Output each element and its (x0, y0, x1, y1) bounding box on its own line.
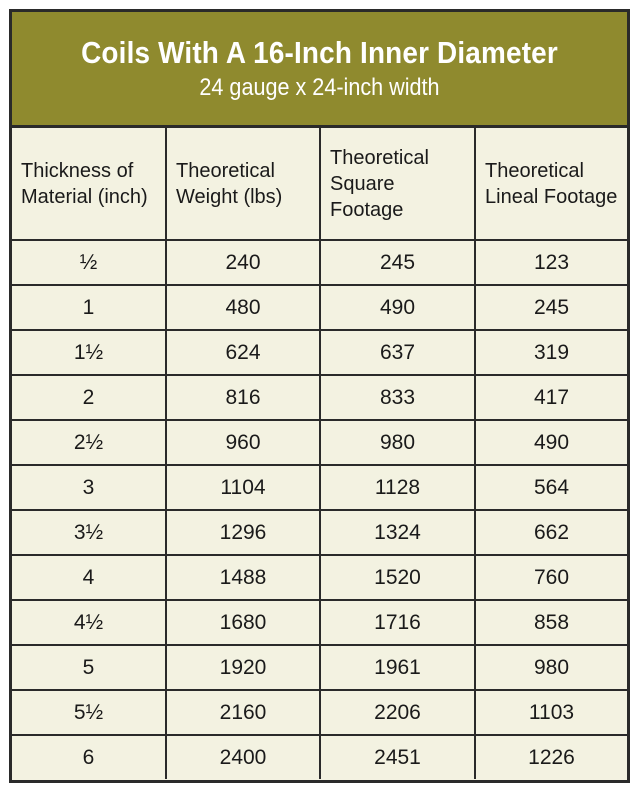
column-header-lineal-footage: Theoretical Lineal Footage (475, 128, 627, 240)
table-row (12, 555, 627, 600)
weight-cell: 960 (166, 420, 320, 465)
square-footage-cell: 980 (320, 420, 475, 465)
lineal-footage-cell: 319 (475, 330, 627, 375)
table-row (12, 465, 627, 510)
table-title: Coils With A 16-Inch Inner Diameter (81, 35, 558, 70)
table-row (12, 690, 627, 735)
thickness-cell: ½ (12, 240, 166, 285)
square-footage-cell: 1716 (320, 600, 475, 645)
lineal-footage-cell: 417 (475, 375, 627, 420)
table-row (12, 240, 627, 285)
weight-cell: 816 (166, 375, 320, 420)
table-header (12, 12, 627, 128)
weight-cell: 2400 (166, 735, 320, 779)
table-row (12, 510, 627, 555)
thickness-cell: 5 (12, 645, 166, 690)
lineal-footage-cell: 245 (475, 285, 627, 330)
thickness-cell: 3 (12, 465, 166, 510)
square-footage-cell: 2451 (320, 735, 475, 779)
thickness-cell: 1 (12, 285, 166, 330)
lineal-footage-cell: 980 (475, 645, 627, 690)
lineal-footage-cell: 1103 (475, 690, 627, 735)
lineal-footage-cell: 123 (475, 240, 627, 285)
thickness-cell: 5½ (12, 690, 166, 735)
square-footage-cell: 1324 (320, 510, 475, 555)
square-footage-cell: 1520 (320, 555, 475, 600)
column-header-square-footage: Theoretical Square Footage (320, 128, 475, 240)
table-row (12, 735, 627, 779)
coil-data-table (12, 128, 627, 779)
weight-cell: 240 (166, 240, 320, 285)
column-header-thickness: Thickness of Material (inch) (12, 128, 166, 240)
table-row (12, 600, 627, 645)
lineal-footage-cell: 564 (475, 465, 627, 510)
thickness-cell: 1½ (12, 330, 166, 375)
table-row (12, 375, 627, 420)
square-footage-cell: 637 (320, 330, 475, 375)
square-footage-cell: 490 (320, 285, 475, 330)
square-footage-cell: 2206 (320, 690, 475, 735)
table-row (12, 645, 627, 690)
weight-cell: 1680 (166, 600, 320, 645)
table-row (12, 285, 627, 330)
thickness-cell: 2½ (12, 420, 166, 465)
square-footage-cell: 245 (320, 240, 475, 285)
square-footage-cell: 1128 (320, 465, 475, 510)
weight-cell: 1104 (166, 465, 320, 510)
weight-cell: 1488 (166, 555, 320, 600)
column-header-weight: Theoretical Weight (lbs) (166, 128, 320, 240)
column-header-row (12, 128, 627, 240)
lineal-footage-cell: 662 (475, 510, 627, 555)
weight-cell: 624 (166, 330, 320, 375)
lineal-footage-cell: 1226 (475, 735, 627, 779)
table-row (12, 330, 627, 375)
table-row (12, 420, 627, 465)
square-footage-cell: 833 (320, 375, 475, 420)
weight-cell: 1920 (166, 645, 320, 690)
lineal-footage-cell: 858 (475, 600, 627, 645)
weight-cell: 1296 (166, 510, 320, 555)
thickness-cell: 2 (12, 375, 166, 420)
thickness-cell: 6 (12, 735, 166, 779)
table-subtitle: 24 gauge x 24-inch width (199, 74, 440, 101)
lineal-footage-cell: 760 (475, 555, 627, 600)
weight-cell: 480 (166, 285, 320, 330)
thickness-cell: 4½ (12, 600, 166, 645)
coil-table-card (9, 9, 630, 783)
thickness-cell: 4 (12, 555, 166, 600)
weight-cell: 2160 (166, 690, 320, 735)
lineal-footage-cell: 490 (475, 420, 627, 465)
thickness-cell: 3½ (12, 510, 166, 555)
square-footage-cell: 1961 (320, 645, 475, 690)
